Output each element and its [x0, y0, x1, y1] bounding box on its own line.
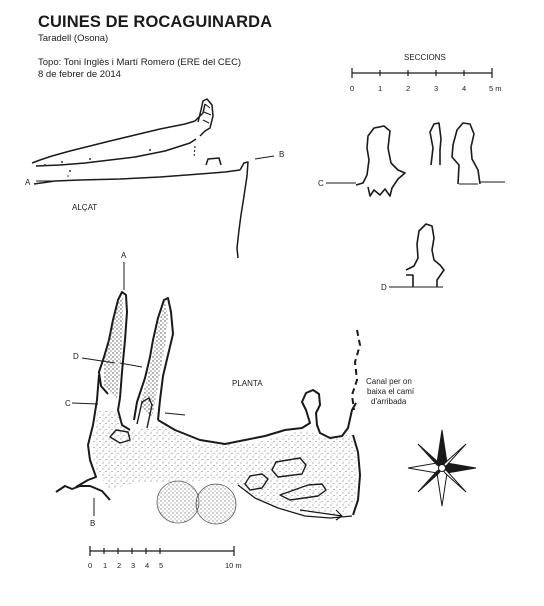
plan-tick-1: 1 [103, 561, 108, 570]
elevation-point-b: B [279, 150, 285, 159]
plan-point-d: D [73, 352, 79, 361]
sections-tick-5: 5 m [489, 84, 502, 93]
plan-point-a: A [121, 251, 127, 260]
sections-tick-0: 0 [350, 84, 355, 93]
sections-scale-bar [352, 68, 492, 78]
plan-label: PLANTA [232, 379, 263, 388]
plan-note-line2: baixa el camí [367, 387, 415, 396]
plan-tick-3: 3 [131, 561, 136, 570]
sections-tick-1: 1 [378, 84, 383, 93]
vegetation [157, 481, 236, 524]
plan-stipple [92, 297, 357, 515]
section-d-label: D [381, 283, 387, 292]
plan-tick-0: 0 [88, 561, 93, 570]
survey-credit: Topo: Toni Inglès i Martí Romero (ERE del CEC) [38, 57, 242, 68]
plan-tick-5: 5 [159, 561, 164, 570]
plan-scale-bar [90, 546, 234, 556]
elevation-label: ALÇAT [72, 203, 98, 212]
plan-tick-2: 2 [117, 561, 122, 570]
elevation-point-a: A [25, 178, 31, 187]
page-title: CUINES DE ROCAGUINARDA [38, 13, 273, 31]
sections-tick-4: 4 [462, 84, 467, 93]
location-text: Taradell (Osona) [38, 33, 109, 44]
plan-note-line1: Canal per on [366, 377, 412, 386]
plan-note-line3: d'arribada [371, 397, 407, 406]
section-c-label: C [318, 179, 324, 188]
survey-date: 8 de febrer de 2014 [38, 69, 121, 80]
section-c [326, 123, 505, 196]
plan-point-c: C [65, 399, 71, 408]
section-d [389, 224, 444, 287]
compass-rose-icon [408, 430, 476, 506]
sections-label: SECCIONS [404, 53, 446, 62]
plan-tick-4: 4 [145, 561, 150, 570]
plan-tick-10: 10 m [225, 561, 242, 570]
plan-point-b: B [90, 519, 96, 528]
elevation-profile [32, 99, 274, 258]
sections-tick-2: 2 [406, 84, 411, 93]
sections-tick-3: 3 [434, 84, 439, 93]
